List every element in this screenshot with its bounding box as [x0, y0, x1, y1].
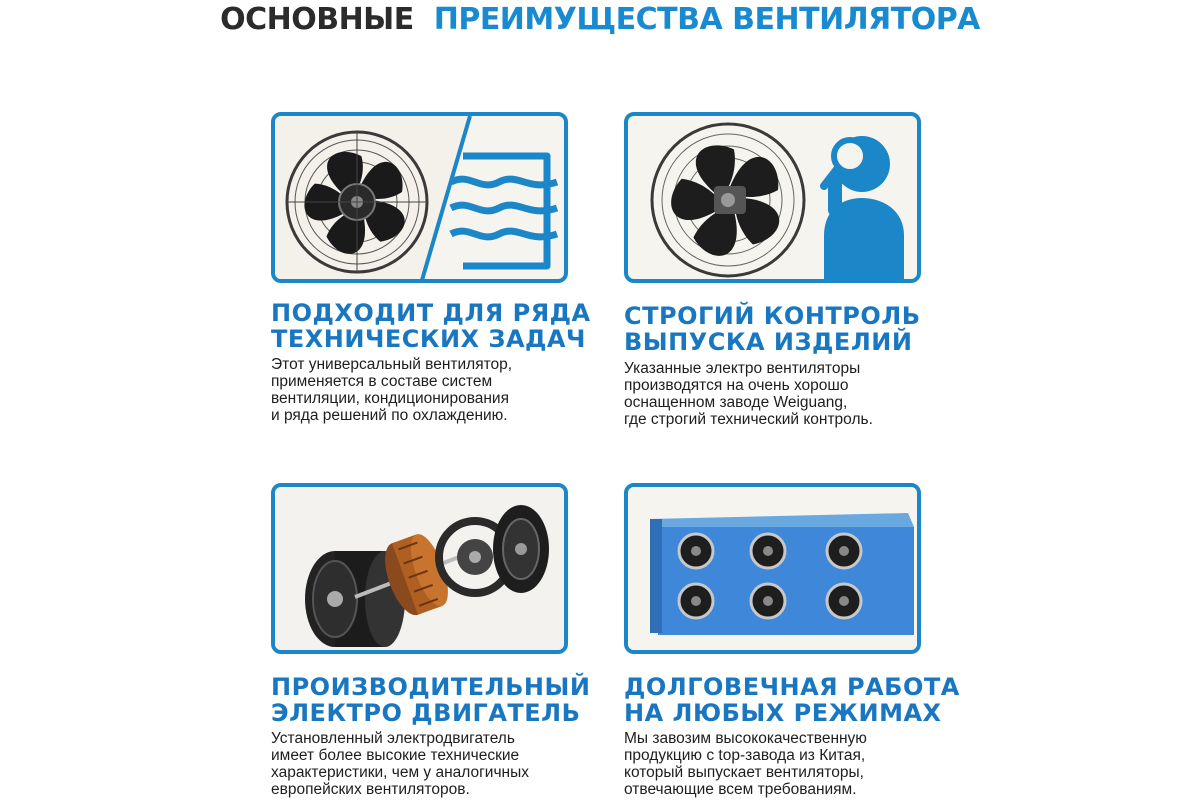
feature-3-description: [271, 730, 591, 798]
feature-card-4: [624, 483, 921, 654]
ventilation-unit-icon: [628, 487, 921, 654]
feature-1-description: [271, 356, 591, 424]
desc-line: применяется в составе систем: [271, 373, 493, 390]
feature-card-3: [271, 483, 568, 654]
inspector-magnifier-icon: [824, 136, 904, 283]
desc-line: имеет более высокие технические: [271, 747, 520, 764]
feature-2-heading-line2: ВЫПУСКА ИЗДЕЛИЙ: [624, 328, 913, 356]
page-title-part2: ПРЕИМУЩЕСТВА ВЕНТИЛЯТОРА: [433, 2, 980, 37]
feature-1-heading-line1: ПОДХОДИТ ДЛЯ РЯДА: [271, 299, 591, 327]
desc-line: оснащенном заводе Weiguang,: [624, 394, 848, 411]
feature-4-heading-line1: ДОЛГОВЕЧНАЯ РАБОТА: [624, 673, 960, 701]
feature-card-2-illustration: [628, 116, 921, 283]
feature-3-heading-line2: ЭЛЕКТРО ДВИГАТЕЛЬ: [271, 699, 581, 727]
feature-2-heading-line1: СТРОГИЙ КОНТРОЛЬ: [624, 302, 921, 330]
desc-line: европейских вентиляторов.: [271, 781, 470, 798]
desc-line: вентиляции, кондиционирования: [271, 390, 509, 407]
desc-line: характеристики, чем у аналогичных: [271, 764, 529, 781]
desc-line: где строгий технический контроль.: [624, 411, 873, 428]
feature-4-heading: [624, 673, 960, 727]
feature-3-heading-line1: ПРОИЗВОДИТЕЛЬНЫЙ: [271, 673, 591, 701]
axial-fan-icon: [287, 132, 427, 272]
feature-card-2: [624, 112, 921, 283]
feature-1-heading: [271, 299, 591, 353]
feature-card-1-illustration: [275, 116, 568, 283]
feature-2-heading: [624, 303, 934, 355]
feature-3-heading: [271, 673, 591, 727]
desc-line: производятся на очень хорошо: [624, 377, 849, 394]
feature-1-heading-line2: ТЕХНИЧЕСКИХ ЗАДАЧ: [271, 325, 586, 353]
desc-line: который выпускает вентиляторы,: [624, 764, 864, 781]
feature-4-heading-line2: НА ЛЮБЫХ РЕЖИМАХ: [624, 699, 942, 727]
feature-2-description: [624, 360, 944, 428]
desc-line: Мы завозим высококачественную: [624, 730, 867, 747]
motor-exploded-icon: [275, 487, 568, 654]
desc-line: продукцию с top-завода из Китая,: [624, 747, 866, 764]
feature-4-description: [624, 730, 944, 798]
feature-card-1: [271, 112, 568, 283]
airflow-icon: [451, 156, 557, 266]
page-title: [0, 0, 1200, 44]
desc-line: и ряда решений по охлаждению.: [271, 407, 508, 424]
desc-line: отвечающие всем требованиям.: [624, 781, 857, 798]
axial-fan-icon: [652, 124, 804, 276]
desc-line: Указанные электро вентиляторы: [624, 360, 861, 377]
page-title-part1: ОСНОВНЫЕ: [220, 2, 414, 37]
desc-line: Установленный электродвигатель: [271, 730, 515, 747]
desc-line: Этот универсальный вентилятор,: [271, 356, 513, 373]
